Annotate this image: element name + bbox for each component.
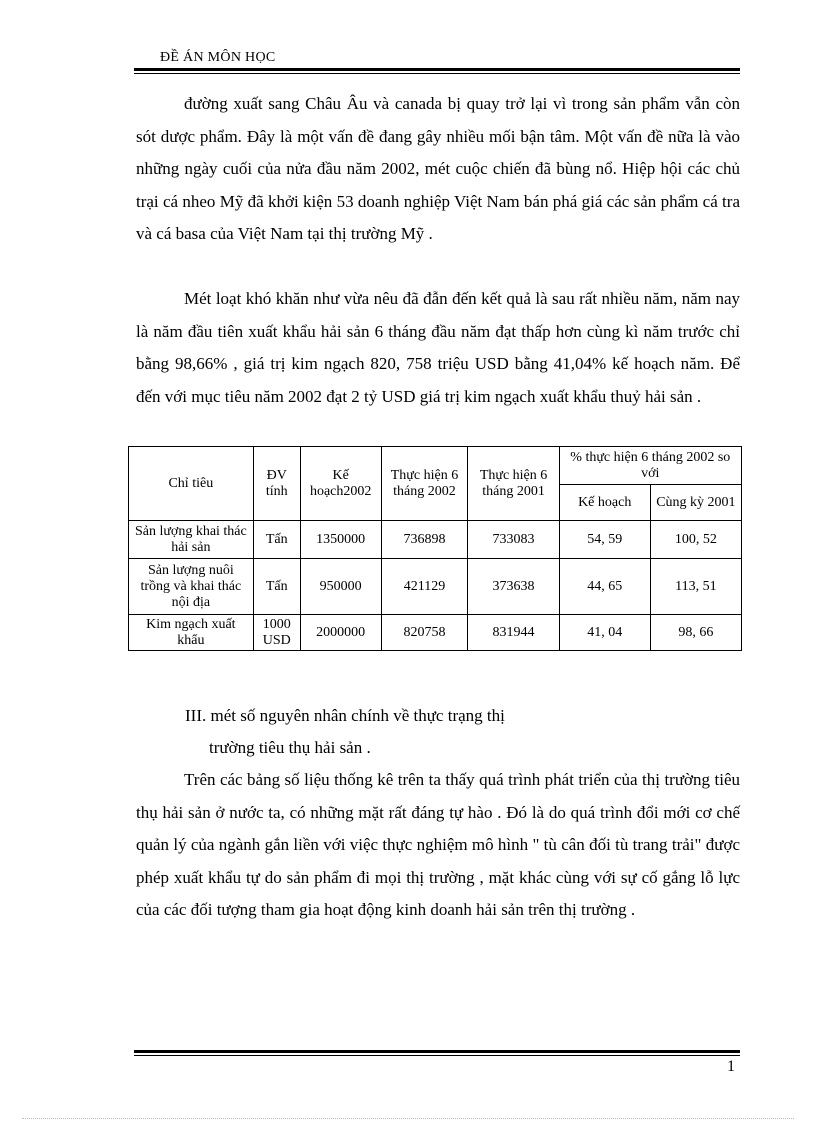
cell-th2001: 831944: [468, 615, 559, 651]
cell-ke-hoach: 950000: [300, 559, 381, 615]
header-rule-thin: [134, 73, 740, 74]
page-bottom-divider: [22, 1118, 794, 1119]
cell-ke-hoach: 1350000: [300, 521, 381, 559]
paragraph-3: Trên các bảng số liệu thống kê trên ta thấy quá trình phát triển của thị trường tiêu thụ hải sản ở nước ta, có những mặt rất đáng tự hào . Đó là do quá trình đổi mới cơ chế quản lý của ngành gắn liền với việc thực nghiệm mô hình " tù cân đối tù trang trải" được phép xuất khẩu tự do sản phẩm đi mọi thị trường , mặt khác cùng với sự cố gắng lỗ lực của các đối tượng tham gia hoạt động kinh doanh hải sản trên thị trường .: [136, 770, 740, 920]
cell-dv: Tấn: [253, 559, 300, 615]
section-heading-line-2: trường tiêu thụ hải sản .: [209, 738, 371, 757]
cell-th2001: 733083: [468, 521, 559, 559]
footer-rule-thick: [134, 1050, 740, 1053]
cell-ke-hoach: 2000000: [300, 615, 381, 651]
cell-chi-tieu: Sản lượng khai thác hải sản: [129, 521, 254, 559]
page-header-title: ĐỀ ÁN MÔN HỌC: [160, 50, 276, 65]
cell-chi-tieu: Sản lượng nuôi trồng và khai thác nội địa: [129, 559, 254, 615]
header-sub-ke-hoach: Kế hoạch: [559, 485, 650, 521]
table-row: [129, 521, 742, 559]
header-rule-thick: [134, 68, 740, 71]
cell-th2001: 373638: [468, 559, 559, 615]
header-thuc-hien-2001: Thực hiện 6 tháng 2001: [468, 447, 559, 521]
cell-chi-tieu: Kim ngạch xuất khẩu: [129, 615, 254, 651]
cell-pct-ck: 100, 52: [650, 521, 741, 559]
header-thuc-hien-2002: Thực hiện 6 tháng 2002: [381, 447, 468, 521]
header-sub-cung-ky: Cùng kỳ 2001: [650, 485, 741, 521]
paragraph-1: đường xuất sang Châu Âu và canada bị quay trở lại vì trong sản phẩm vẫn còn sót dược phẩm. Đây là một vấn đề đang gây nhiều mối bận tâm. Một vấn đề nữa là vào những ngày cuối của nửa đầu năm 2002, mét cuộc chiến đã bùng nổ. Hiệp hội các chủ trại cá nheo Mỹ đã khởi kiện 53 doanh nghiệp Việt Nam bán phá giá các sản phẩm cá tra và cá basa của Việt Nam tại thị trường Mỹ .: [136, 94, 740, 244]
table-row: [129, 615, 742, 651]
header-dv-tinh: ĐV tính: [253, 447, 300, 521]
cell-pct-ck: 113, 51: [650, 559, 741, 615]
export-results-table: [128, 446, 742, 651]
header-chi-tieu: Chỉ tiêu: [129, 447, 254, 521]
header-percent-group: % thực hiện 6 tháng 2002 so với: [559, 447, 741, 485]
cell-th2002: 820758: [381, 615, 468, 651]
cell-pct-ck: 98, 66: [650, 615, 741, 651]
cell-pct-kh: 44, 65: [559, 559, 650, 615]
cell-pct-kh: 54, 59: [559, 521, 650, 559]
cell-pct-kh: 41, 04: [559, 615, 650, 651]
cell-dv: 1000 USD: [253, 615, 300, 651]
table-row: [129, 559, 742, 615]
section-heading-line-1: III. mét số nguyên nhân chính về thực trạng thị: [185, 706, 505, 725]
cell-dv: Tấn: [253, 521, 300, 559]
cell-th2002: 736898: [381, 521, 468, 559]
header-ke-hoach-2002: Kế hoạch2002: [300, 447, 381, 521]
page-number: 1: [727, 1058, 735, 1075]
paragraph-2: Mét loạt khó khăn như vừa nêu đã đẫn đến kết quả là sau rất nhiều năm, năm nay là năm đầu tiên xuất khẩu hải sản 6 tháng đầu năm đạt thấp hơn cùng kì năm trước chỉ bằng 98,66% , giá trị kim ngạch 820, 758 triệu USD bằng 41,04% kế hoạch năm. Để đến với mục tiêu năm 2002 đạt 2 tỷ USD giá trị kim ngạch xuất khẩu thuỷ hải sản .: [136, 289, 740, 406]
cell-th2002: 421129: [381, 559, 468, 615]
footer-rule-thin: [134, 1055, 740, 1056]
